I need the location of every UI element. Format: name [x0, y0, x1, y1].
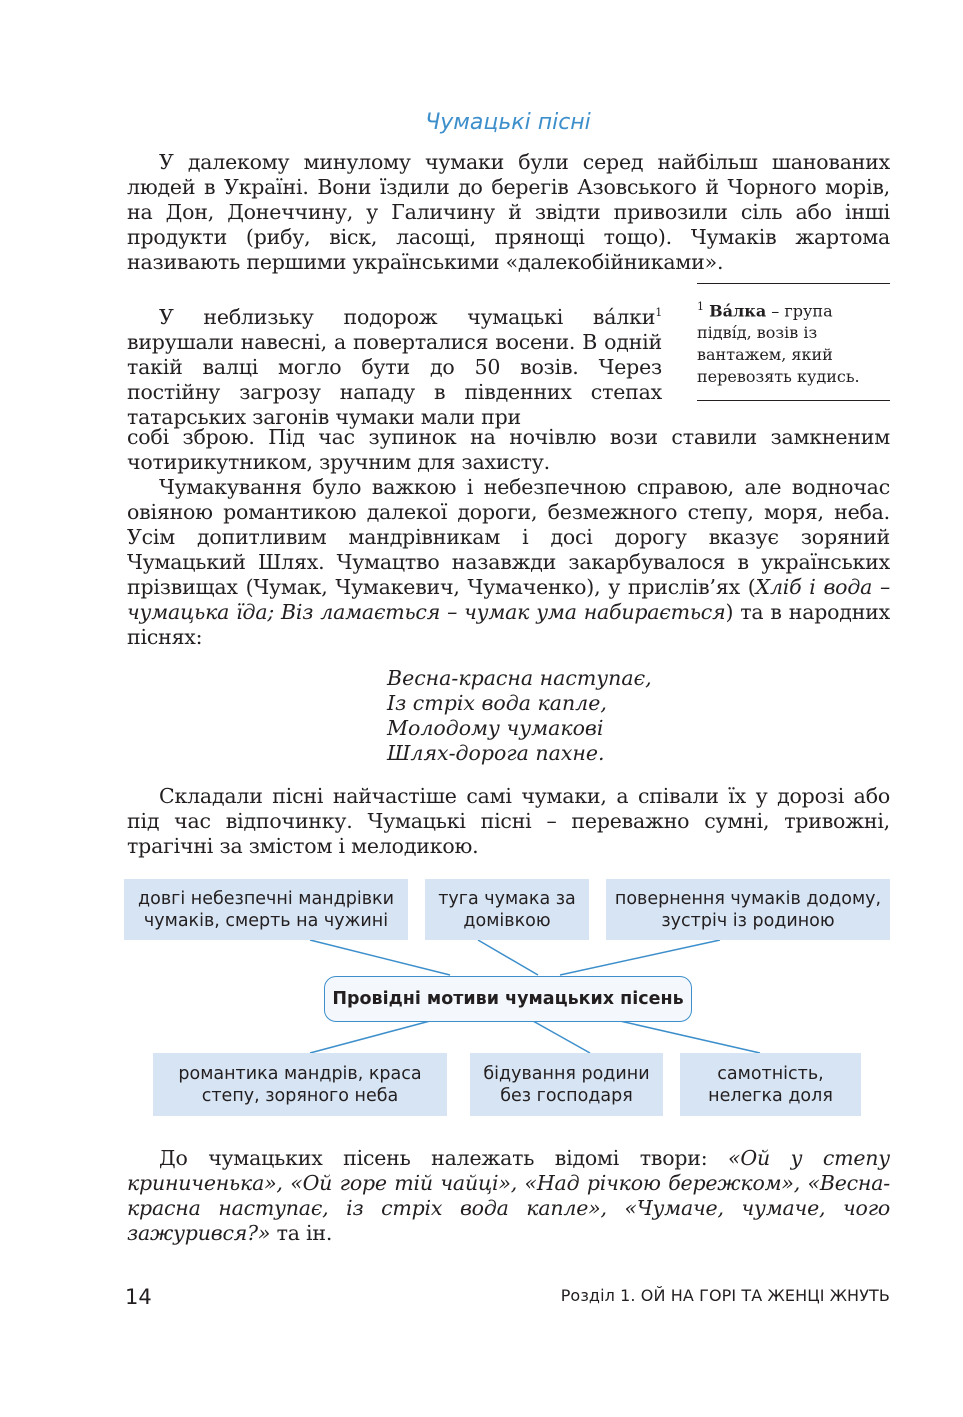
motif-box-longing [425, 879, 589, 940]
paragraph-works [127, 1146, 890, 1246]
motif-box-loneliness [680, 1053, 861, 1116]
footnote-text: – група підві́д, возів із вантажем, який перевозять кудись. [697, 301, 860, 387]
section-title: Чумацькі пісні [425, 110, 591, 135]
footnote-ref: 1 [655, 306, 662, 319]
proverbs: Хліб і вода – чумацька їда; Віз ламається – чумак ума набирається [127, 575, 890, 624]
song-titles: «Ой у степу криниченька», «Ой горе тій чайці», «Над річкою бережком», «Весна-красна наступає, із стріх вода капле», «Чумаче, чумаче, чого зажурився?» [127, 1146, 890, 1245]
paragraph-works-tail: та ін. [270, 1221, 333, 1245]
poem-line: Молодому чумакові [387, 716, 604, 740]
motif-box-travels [124, 879, 408, 940]
motif-line: степу, зоряного неба [201, 1085, 399, 1106]
page-number: 14 [125, 1285, 152, 1309]
motif-box-romance [153, 1053, 447, 1116]
poem-line: Із стріх вода капле, [387, 691, 607, 715]
poem [387, 666, 652, 766]
paragraph-songs: Складали пісні найчастіше самі чумаки, а співали їх у дорозі або під час відпочинку. Чумацькі пісні – переважно сумні, тривожні, трагічні за змістом і мелодикою. [127, 784, 890, 858]
paragraph-intro: У далекому минулому чумаки були серед найбільш шанованих людей в Україні. Вони їздили до берегів Азовського й Чорного морів, на Дон, Донеччину, у Галичину й звідти привозили сіль або інші продукти (рибу, віск, ласощі, прянощі тощо). Чумаків жартома називають першими українськими «далекобійниками». [127, 150, 890, 274]
footnote-term: Ва́лка [709, 301, 767, 321]
paragraph-romance-text: Чумакування було важкою і небезпечною справою, але водночас овіяною романтикою далекої дороги, безмежного степу, моря, неба. Усім допитливим мандрівникам і досі дорогу вказує зоряний Чумацький Шлях. Чумацтво назавжди закарбувалося в українських прізвищах (Чумак, Чумакевич, Чумаченко), у прислів’ях ( [127, 475, 890, 599]
motif-box-poverty [470, 1053, 663, 1116]
motif-line: туга чумака за [438, 888, 576, 909]
paragraph-valky-mid: вирушали навесні, а поверталися восени. В одній такій валці могло бути до 50 возів. Через постійну загрозу нападу в південних степах татарських загонів чумаки мали при [127, 329, 662, 429]
paragraph-valky [127, 300, 662, 430]
paragraph-valky-start: У неблизьку подорож чумацькі ва́лки [159, 304, 656, 329]
paragraph-romance [127, 475, 890, 650]
motif-line: довгі небезпечні мандрівки [138, 888, 394, 909]
poem-line: Весна-красна наступає, [387, 666, 652, 690]
motif-line: чумаків, смерть на чужині [143, 910, 389, 931]
footnote [697, 283, 890, 401]
poem-line: Шлях-дорога пахне. [387, 741, 605, 765]
paragraph-romance-tail: ) та в народних піснях: [127, 600, 890, 649]
paragraph-valky-end: собі зброю. Під час зупинок на ночівлю вози ставили замкненим чотирикутником, зручним для захисту. [127, 425, 890, 474]
motif-line: романтика мандрів, краса [178, 1063, 422, 1084]
diagram-center: Провідні мотиви чумацьких пісень [324, 976, 692, 1022]
motif-line: без господаря [500, 1085, 633, 1106]
motif-line: самотність, [717, 1063, 824, 1084]
section-footer: Розділ 1. ОЙ НА ГОРІ ТА ЖЕНЦІ ЖНУТЬ [560, 1286, 890, 1305]
paragraph-works-start: До чумацьких пісень належать відомі твори: [159, 1146, 729, 1170]
motif-line: домівкою [463, 910, 551, 931]
motif-line: нелегка доля [708, 1085, 833, 1106]
motif-box-return [606, 879, 890, 940]
motif-line: повернення чумаків додому, [614, 888, 882, 909]
footnote-number: 1 [697, 300, 704, 313]
motif-line: зустріч із родиною [661, 910, 835, 931]
motif-line: бідування родини [483, 1063, 650, 1084]
